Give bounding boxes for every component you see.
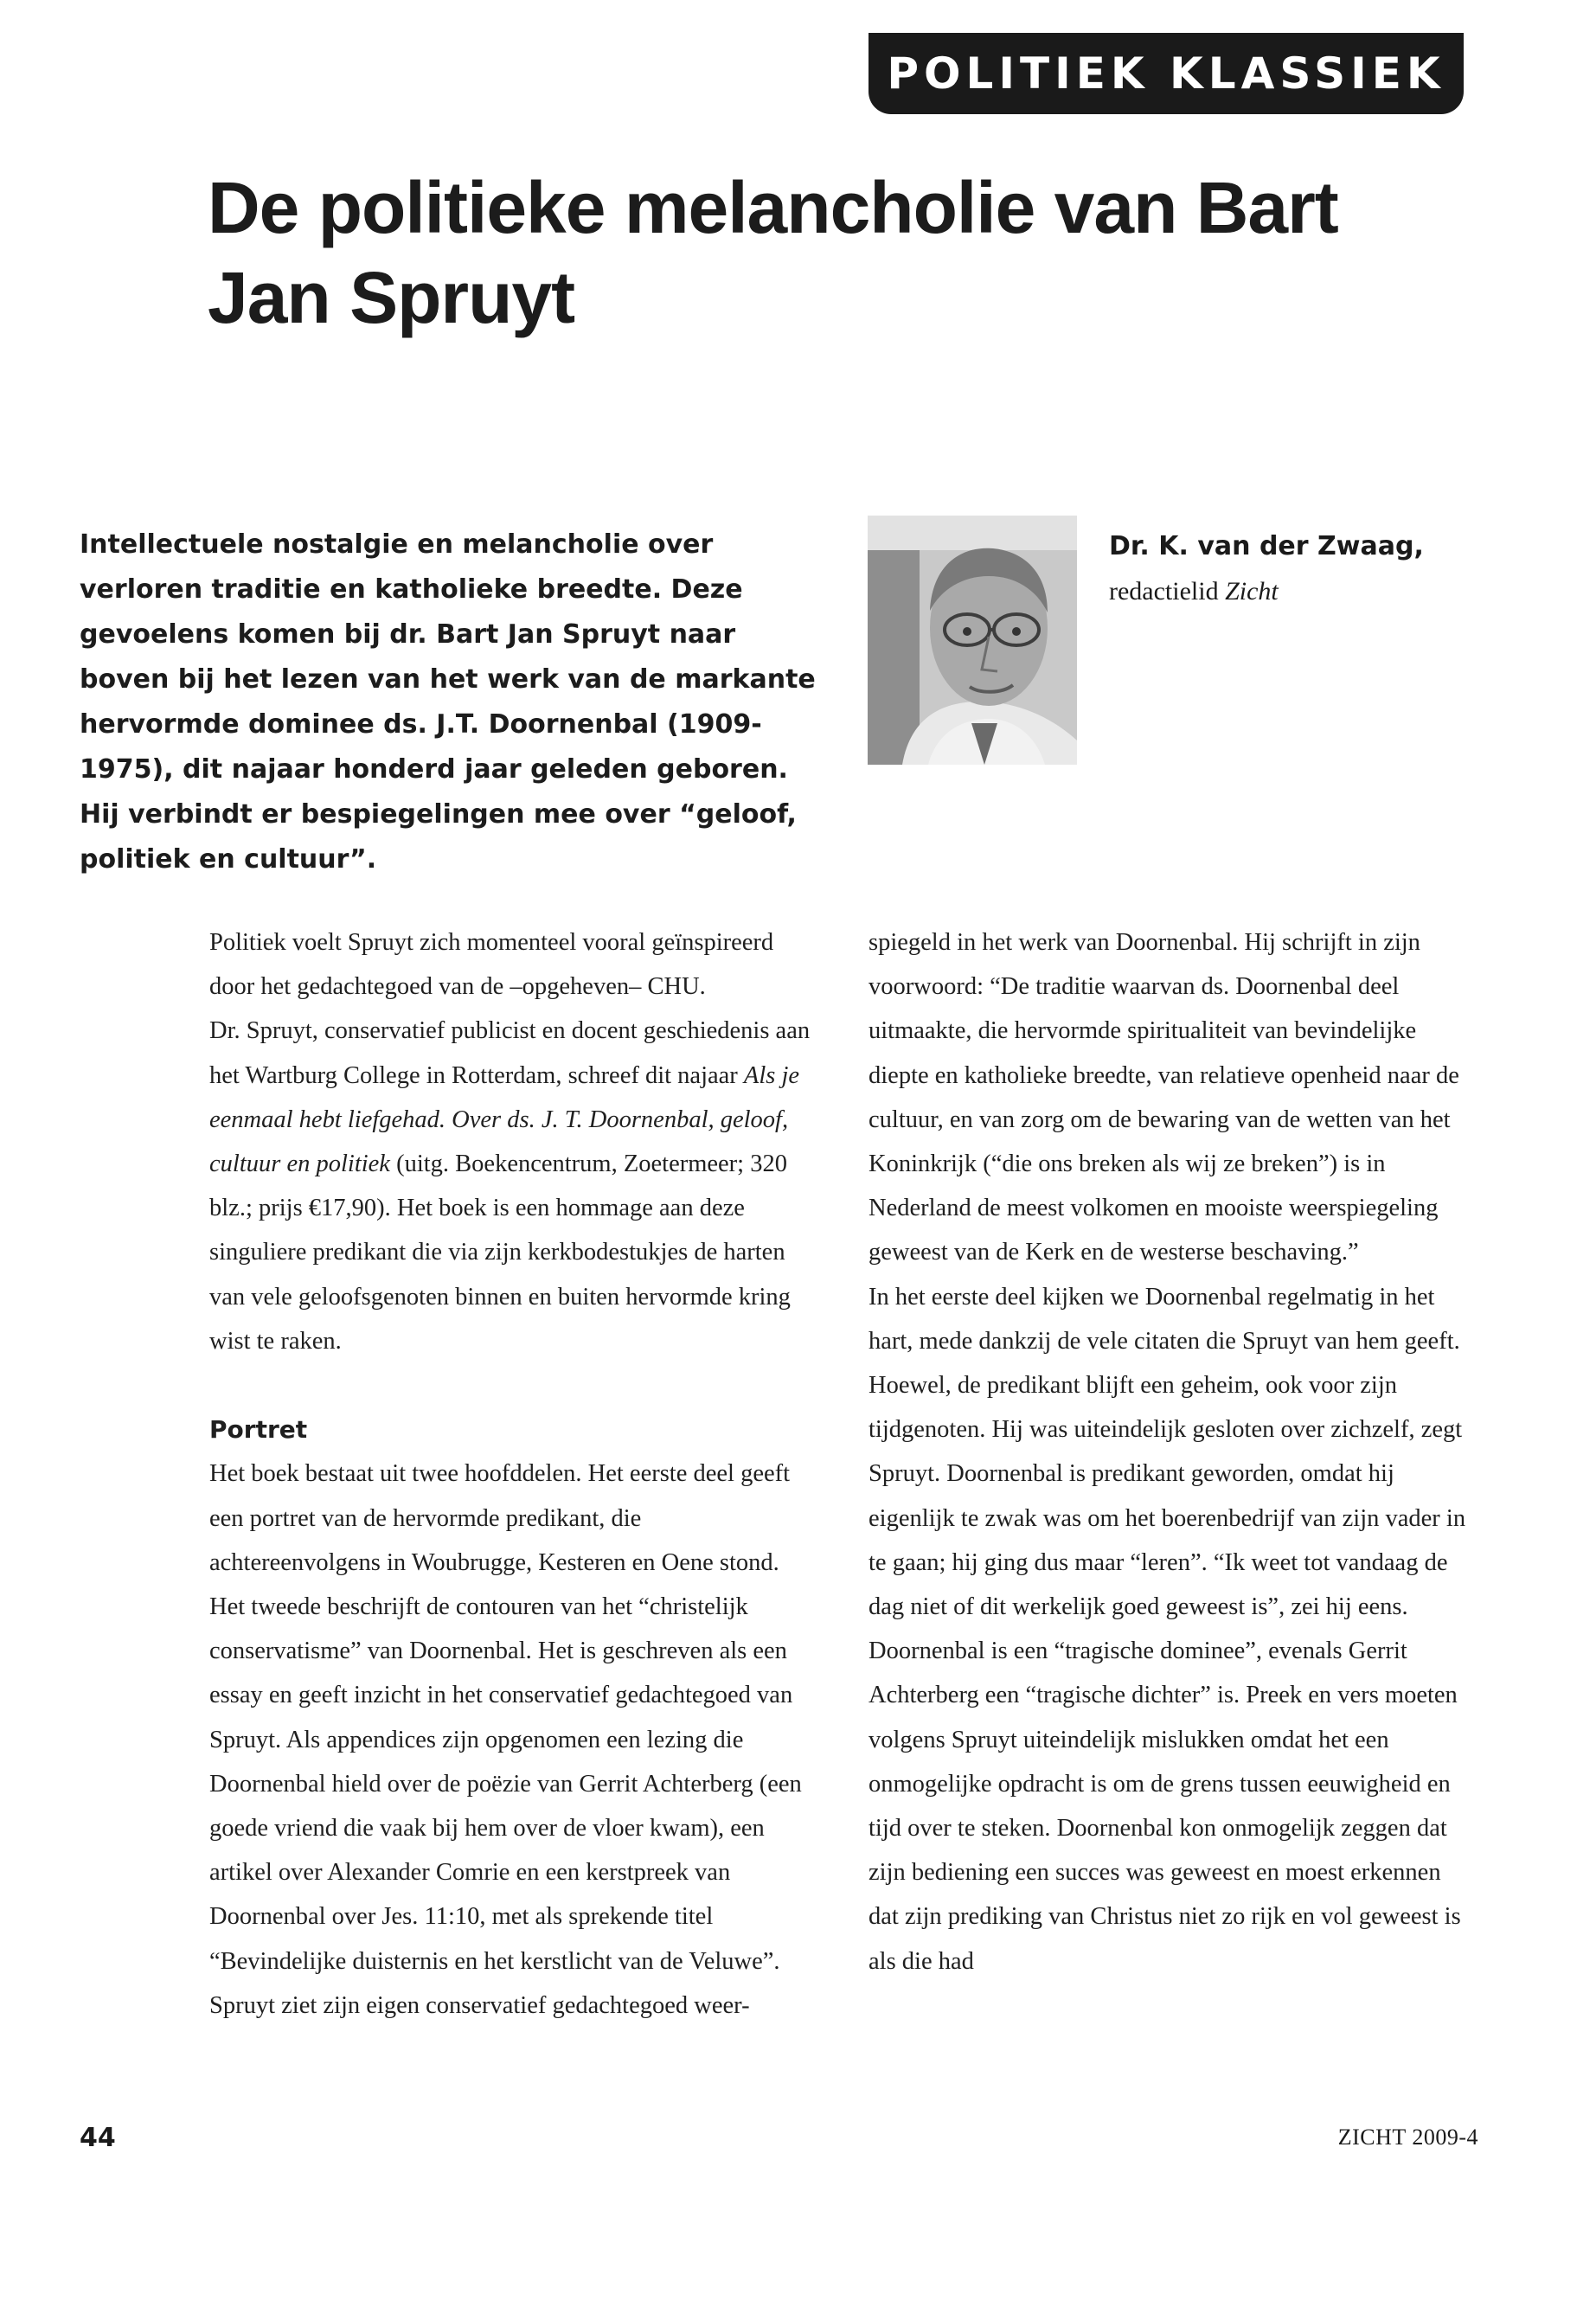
article-title: De politieke melancholie van Bart Jan Spruyt [208, 167, 1338, 338]
paragraph: Het boek bestaat uit twee hoofddelen. Het eerste deel geeft een portret van de hervormde predikant, die achtereenvolgens in Woubrugge, Kesteren en Oene stond. Het tweede beschrijft de contouren van het “christelijk conservatisme” van Doornenbal. Het is geschreven als een essay en geeft inzicht in het conservatief gedachtegoed van Spruyt. Als appendices zijn opgenomen een lezing die Doornenbal hield over de poëzie van Gerrit Achterberg (een goede vriend die vaak bij hem over de vloer kwam), een artikel over Alexander Comrie en een kerstpreek van Doornenbal over Jes. 11:10, met als sprekende titel “Bevindelijke duisternis en het kerstlicht van de Veluwe”. [209, 1460, 802, 1975]
paragraph: spiegeld in het werk van Doornenbal. Hij schrijft in zijn voorwoord: “De traditie waarvan ds. Doornenbal deel uitmaakte, die hervormde spiritualiteit van bevindelijke diepte en katholieke breedte, van relatieve openheid naar de cultuur, en van zorg om de bewaring van de wetten van het Koninkrijk (“die ons breken als wij ze breken”) is in Nederland de meest volkomen en mooiste weerspiegeling geweest van de Kerk en de westerse beschaving.” [869, 929, 1459, 1266]
author-role [1109, 569, 1472, 614]
paragraph-gap [209, 1363, 811, 1407]
page-number: 44 [80, 2123, 116, 2153]
paragraph-text: (uitg. Boekencentrum, Zoetermeer; 320 blz.; prijs €17,90). Het boek is een hommage aan deze singuliere predikant die via zijn kerkbodestukjes de harten van vele geloofsgenoten binnen en buiten hervormde kring wist te raken. [209, 1150, 791, 1355]
article-intro: Intellectuele nostalgie en melancholie over verloren traditie en katholieke breedte. Deze gevoelens komen bij dr. Bart Jan Spruyt naar boven bij het lezen van het werk van de markante hervormde dominee ds. J.T. Doornenbal (1909-1975), dit najaar honderd jaar geleden geboren. Hij verbindt er bespiegelingen mee over “geloof, politiek en cultuur”. [80, 529, 816, 875]
author-photo [868, 516, 1077, 765]
book-title: Als je eenmaal hebt liefgehad. Over ds. J. T. Doornenbal, geloof, cultuur en politiek [209, 1061, 800, 1178]
paragraph: Doornenbal is een “tragische dominee”, evenals Gerrit Achterberg een “tragische dichter” is. Preek en vers moeten volgens Spruyt uiteindelijk mislukken omdat het een onmogelijke opdracht is om de grens tussen eeuwigheid en tijd over te steken. Doornenbal kon onmogelijk zeggen dat zijn bediening een succes was geweest en moest erkennen dat zijn prediking van Christus niet zo rijk en vol geweest is als die had [869, 1638, 1461, 1975]
section-banner: POLITIEK KLASSIEK [869, 33, 1464, 114]
author-byline [1109, 524, 1472, 614]
article-column-left [209, 920, 811, 2028]
author-name: Dr. K. van der Zwaag, [1109, 531, 1424, 561]
author-portrait-illustration [868, 516, 1077, 765]
article-column-right [869, 920, 1470, 1984]
paragraph [209, 1009, 811, 1363]
paragraph: Politiek voelt Spruyt zich momenteel vooral geïnspireerd door het gedachtegoed van de –opgeheven– CHU. [209, 929, 774, 1001]
paragraph: Spruyt ziet zijn eigen conservatief gedachtegoed weer- [209, 1991, 750, 2019]
author-role-prefix: redactielid [1109, 577, 1219, 606]
running-footer: ZICHT 2009-4 [1337, 2125, 1478, 2150]
paragraph: In het eerste deel kijken we Doornenbal regelmatig in het hart, mede dankzij de vele citaten die Spruyt van hem geeft. Hoewel, de predikant blijft een geheim, ook voor zijn tijdgenoten. Hij was uiteindelijk gesloten over zichzelf, zegt Spruyt. Doornenbal is predikant geworden, omdat hij eigenlijk te zwak was om het boerenbedrijf van zijn vader in te gaan; hij ging dus maar “leren”. “Ik weet tot vandaag de dag niet of dit werkelijk goed geweest is”, zei hij eens. [869, 1283, 1466, 1621]
author-role-publication: Zicht [1225, 577, 1279, 606]
section-subhead: Portret [209, 1415, 308, 1445]
paragraph-text: Dr. Spruyt, conservatief publicist en docent geschiedenis aan het Wartburg College in Rotterdam, schreef dit najaar [209, 1017, 811, 1089]
